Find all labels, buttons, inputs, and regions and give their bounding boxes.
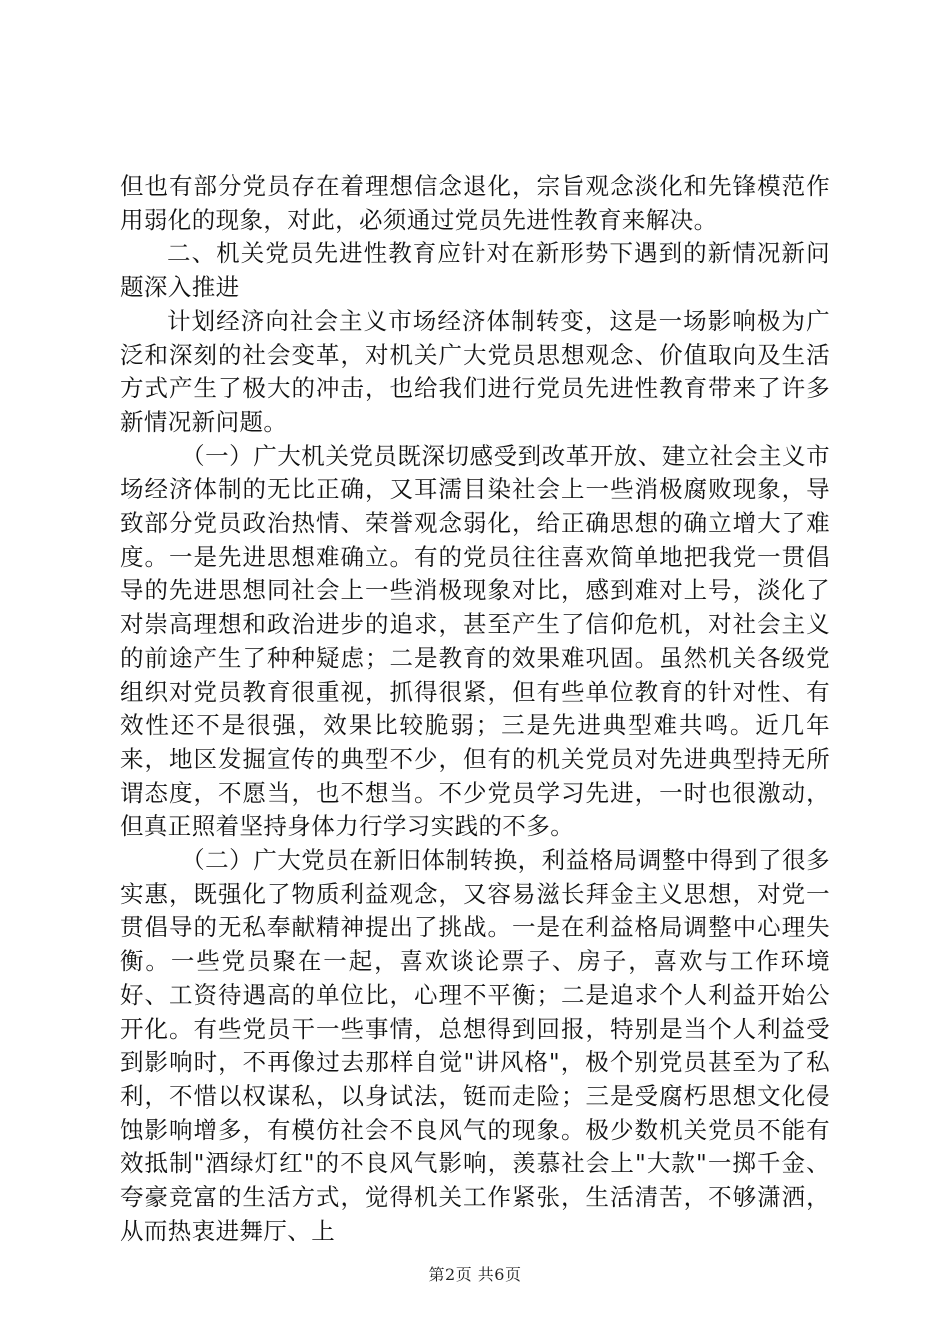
paragraph-point-two: （二）广大党员在新旧体制转换，利益格局调整中得到了很多实惠，既强化了物质利益观念，又容易滋长拜金主义思想，对党一贯倡导的无私奉献精神提出了挑战。一是在利益格局调整中心理失衡。一些党员聚在一起，喜欢谈论票子、房子，喜欢与工作环境好、工资待遇高的单位比，心理不平衡；二是追求个人利益开始公开化。有些党员干一些事情，总想得到回报，特别是当个人利益受到影响时，不再像过去那样自觉"讲风格"，极个别党员甚至为了私利，不惜以权谋私，以身试法，铤而走险；三是受腐朽思想文化侵蚀影响增多，有模仿社会不良风气的现象。极少数机关党员不能有效抵制"酒绿灯红"的不良风气影响，羡慕社会上"大款"一掷千金、夸豪竞富的生活方式，觉得机关工作紧张，生活清苦，不够潇洒，从而热衷进舞厅、上	[120, 846, 830, 1245]
page-number-footer: 第2页 共6页	[428, 1265, 522, 1284]
paragraph-intro: 计划经济向社会主义市场经济体制转变，这是一场影响极为广泛和深刻的社会变革，对机关广大党员思想观念、价值取向及生活方式产生了极大的冲击，也给我们进行党员先进性教育带来了许多新情况新问题。	[120, 306, 830, 436]
document-body	[120, 170, 830, 1249]
paragraph-point-one: （一）广大机关党员既深切感受到改革开放、建立社会主义市场经济体制的无比正确，又耳濡目染社会上一些消极腐败现象，导致部分党员政治热情、荣誉观念弱化，给正确思想的确立增大了难度。一是先进思想难确立。有的党员往往喜欢简单地把我党一贯倡导的先进思想同社会上一些消极现象对比，感到难对上号，淡化了对崇高理想和政治进步的追求，甚至产生了信仰危机，对社会主义的前途产生了种种疑虑；二是教育的效果难巩固。虽然机关各级党组织对党员教育很重视，抓得很紧，但有些单位教育的针对性、有效性还不是很强，效果比较脆弱；三是先进典型难共鸣。近几年来，地区发掘宣传的典型不少，但有的机关党员对先进典型持无所谓态度，不愿当，也不想当。不少党员学习先进，一时也很激动，但真正照着坚持身体力行学习实践的不多。	[120, 441, 830, 841]
section-heading: 二、机关党员先进性教育应针对在新形势下遇到的新情况新问题深入推进	[120, 239, 830, 302]
paragraph-continuation: 但也有部分党员存在着理想信念退化，宗旨观念淡化和先锋模范作用弱化的现象，对此，必须通过党员先进性教育来解决。	[120, 172, 830, 234]
